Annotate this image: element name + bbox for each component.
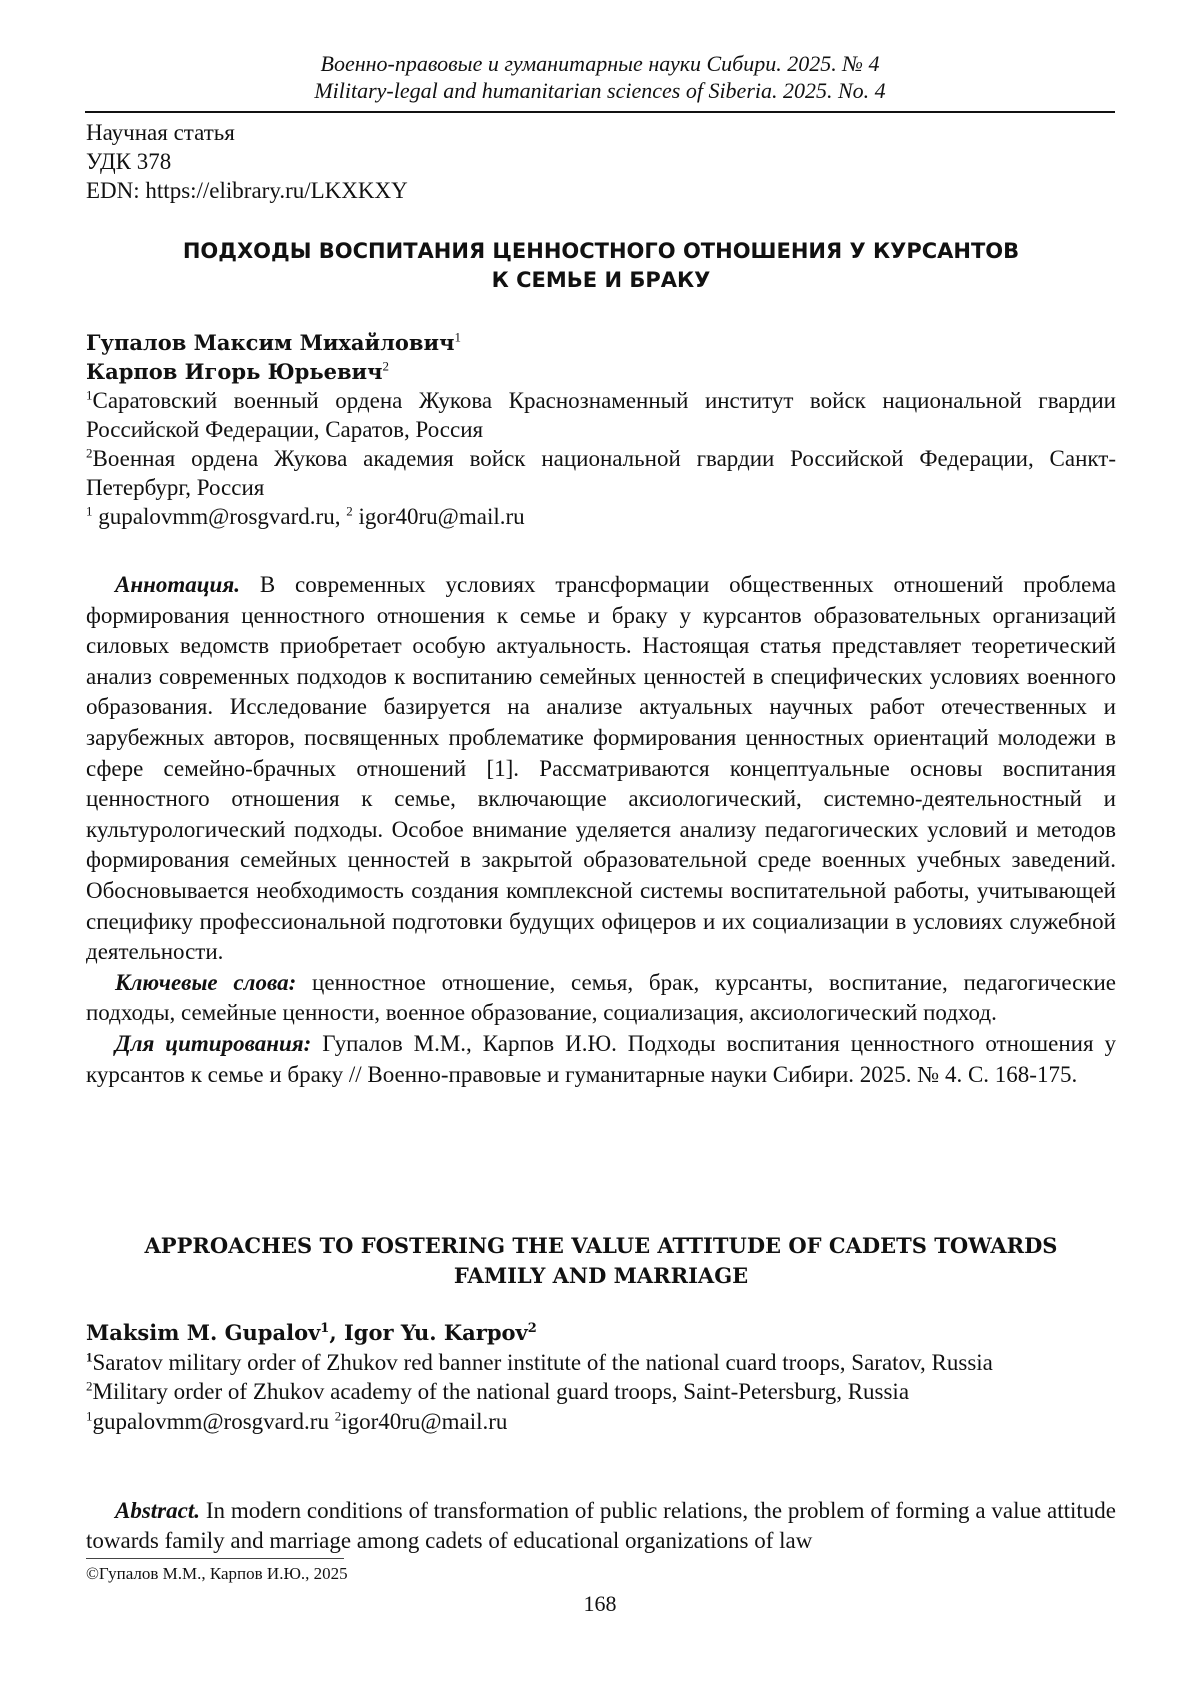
page-number: 168 xyxy=(583,1591,617,1616)
affil-1-text: Саратовский военный ордена Жукова Краснознаменный институт войск национальной гвардии Российской Федерации, Саратов, Россия xyxy=(86,388,1116,442)
affil-1-en-sup: 1 xyxy=(86,1348,93,1364)
title-ru-line1: ПОДХОДЫ ВОСПИТАНИЯ ЦЕННОСТНОГО ОТНОШЕНИЯ У КУРСАНТОВ xyxy=(182,239,1020,263)
abstract-text-en: In modern conditions of transformation of public relations, the problem of forming a value attitude towards family and marriage among cadets of educational organizations of law xyxy=(86,1498,1116,1553)
authors-en-names xyxy=(86,1318,1116,1348)
affil-2-en-sup: 2 xyxy=(86,1378,93,1394)
email-1: gupalovmm@rosgvard.ru, xyxy=(92,504,347,529)
keywords-label-ru: Ключевые слова: xyxy=(115,969,297,995)
author-2-sup: 2 xyxy=(382,358,390,374)
journal-line-ru: Военно-правовые и гуманитарные науки Сибири. 2025. № 4 xyxy=(320,51,880,76)
title-en xyxy=(86,1231,1116,1291)
abstract-en xyxy=(86,1496,1116,1555)
abstract-label-en: Abstract. xyxy=(115,1498,200,1523)
affil-2-text: Военная ордена Жукова академия войск национальной гвардии Российской Федерации, Санкт-Петербург, Россия xyxy=(86,446,1116,500)
article-type: Научная статья xyxy=(86,120,235,145)
author-2-en-sup: 2 xyxy=(527,1321,537,1336)
author-1-en-sup: 1 xyxy=(320,1321,330,1336)
emails-en xyxy=(86,1407,1116,1437)
abstract-text-ru: В современных условиях трансформации общественных отношений проблема формирования ценностного отношения к семье и браку у курсантов образовательных организаций силовых ведомств приобретает особую актуальность. Настоящая статья представляет теоретический анализ современных подходов к воспитанию семейных ценностей в специфических условиях военного образования. Исследование базируется на анализе актуальных научных работ отечественных и зарубежных авторов, посвященных проблематике формирования ценностных ориентаций молодежи в сфере семейно-брачных отношений [1]. Рассматриваются концептуальные основы воспитания ценностного отношения к семье, включающие аксиологический, системно-деятельностный и культурологический подходы. Особое внимание уделяется анализу педагогических условий и методов формирования семейных ценностей в закрытой образовательной среде военных учебных заведений. Обосновывается необходимость создания комплексной системы воспитательной работы, учитывающей специфику профессиональной подготовки будущих офицеров и их социализации в условиях служебной деятельности. xyxy=(86,572,1116,965)
header-rule xyxy=(85,111,1115,113)
authors-ru xyxy=(86,328,1116,531)
affil-2-en-text: Military order of Zhukov academy of the national guard troops, Saint-Petersburg, Russia xyxy=(92,1379,910,1404)
affiliation-1-ru xyxy=(86,386,1116,444)
affiliation-2-ru xyxy=(86,444,1116,502)
affiliation-2-en xyxy=(86,1377,1116,1407)
email-1-en-sup: 1 xyxy=(86,1407,93,1423)
email-1-en: gupalovmm@rosgvard.ru xyxy=(92,1408,335,1434)
authors-en xyxy=(86,1318,1116,1436)
citation-label-ru: Для цитирования: xyxy=(115,1030,312,1056)
email-2-en: igor40ru@mail.ru xyxy=(341,1408,508,1434)
author-2-en: Igor Yu. Karpov xyxy=(343,1320,528,1345)
author-1-en: Maksim M. Gupalov xyxy=(86,1320,321,1345)
citation-text-ru: Гупалов М.М., Карпов И.Ю. Подходы воспитания ценностного отношения у курсантов к семье и браку // Военно-правовые и гуманитарные науки Сибири. 2025. № 4. С. 168-175. xyxy=(86,1030,1116,1087)
title-en-line1: APPROACHES TO FOSTERING THE VALUE ATTITUDE OF CADETS TOWARDS xyxy=(144,1233,1058,1258)
emails-ru xyxy=(86,502,1116,531)
journal-line-en: Military-legal and humanitarian sciences of Siberia. 2025. No. 4 xyxy=(314,78,886,103)
author-sep-en: , xyxy=(329,1320,344,1345)
citation-ru xyxy=(86,1029,1116,1090)
footnote-rule xyxy=(86,1558,344,1559)
keywords-ru xyxy=(86,968,1116,1029)
udk-code: УДК 378 xyxy=(86,149,172,174)
author-1-ru xyxy=(86,328,1116,357)
affil-1-sup: 1 xyxy=(86,387,93,403)
author-1-sup: 1 xyxy=(454,329,461,345)
journal-header xyxy=(85,50,1115,104)
title-en-line2: FAMILY AND MARRIAGE xyxy=(453,1263,749,1288)
author-2-ru xyxy=(86,357,1116,386)
email-2-sup: 2 xyxy=(346,503,353,519)
abstract-block-ru xyxy=(86,570,1116,1090)
article-meta xyxy=(86,118,408,205)
edn-link: EDN: https://elibrary.ru/LKXKXY xyxy=(86,178,408,203)
email-2: igor40ru@mail.ru xyxy=(352,504,525,529)
affil-1-en-text: Saratov military order of Zhukov red banner institute of the national cuard troops, Saratov, Russia xyxy=(92,1349,993,1375)
title-ru xyxy=(86,237,1116,295)
title-ru-line2: К СЕМЬЕ И БРАКУ xyxy=(491,268,711,292)
copyright-footnote: ©Гупалов М.М., Карпов И.Ю., 2025 xyxy=(86,1564,348,1583)
abstract-ru xyxy=(86,570,1116,968)
email-1-sup: 1 xyxy=(86,503,93,519)
affiliation-1-en xyxy=(86,1348,1116,1378)
author-1-name: Гупалов Максим Михайлович xyxy=(86,330,455,355)
author-2-name: Карпов Игорь Юрьевич xyxy=(86,359,383,384)
abstract-label-ru: Аннотация. xyxy=(115,572,240,597)
keywords-text-ru: ценностное отношение, семья, брак, курсанты, воспитание, педагогические подходы, семейные ценности, военное образование, социализация, аксиологический подход. xyxy=(86,969,1117,1026)
email-2-en-sup: 2 xyxy=(334,1407,342,1423)
affil-2-sup: 2 xyxy=(86,445,93,461)
